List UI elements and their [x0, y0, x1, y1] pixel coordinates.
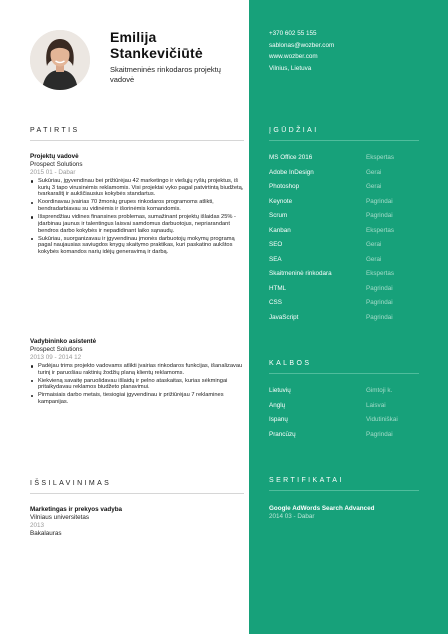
- certificate-dates: 2014 03 - Dabar: [269, 513, 315, 520]
- job-bullet: Koordinavau įvairias 70 žmonių grupes rinkodaros programoms atlikti, bendradarbiavau su vidinėmis ir išorinėmis komandomis.: [30, 199, 244, 212]
- language-level: Pagrindai: [366, 430, 393, 438]
- job-title-text: Projektų vadovė: [30, 153, 79, 160]
- skill-level: Ekspertas: [366, 270, 394, 277]
- skill-name: Photoshop: [269, 183, 300, 190]
- website[interactable]: www.wozber.com: [269, 53, 318, 60]
- skill-level: Ekspertas: [366, 154, 394, 161]
- skill-name: Adobe InDesign: [269, 168, 314, 176]
- language-row: [269, 431, 424, 439]
- job-bullet: Pirmaisiais darbo metais, tiesiogiai įgyvendinau ir prižiūrėjau 7 reklamines kampanijas.: [30, 392, 244, 405]
- job-company: Prospect Solutions: [30, 346, 83, 353]
- language-level: Laisvai: [366, 401, 386, 409]
- job-bullet: Išsprendžiau vidines finansines problemas, sumažinant projektų išlaidas 25% - įdarbinau jaunus ir talentingus laisvai samdomus darbuotojus, nepriarandant bendros darbo kokybės ir nepadidinant laiko sąnaudų.: [30, 214, 244, 234]
- skill-level: Pagrindai: [366, 284, 393, 292]
- job-entry: [30, 338, 244, 407]
- language-row: [269, 387, 424, 395]
- skill-row: [269, 154, 424, 162]
- skill-name: JavaScript: [269, 313, 299, 321]
- skill-name: Skaitmeninė rinkodara: [269, 270, 332, 277]
- certificate-title: Google AdWords Search Advanced: [269, 505, 375, 512]
- job-bullets: [30, 178, 244, 256]
- email[interactable]: sablonas@wozber.com: [269, 41, 335, 49]
- skill-name: Kanban: [269, 226, 291, 234]
- skill-level: Pagrindai: [366, 313, 393, 321]
- language-row: [269, 402, 424, 410]
- language-name: Lietuvių: [269, 387, 291, 394]
- profile-photo-icon: [30, 30, 90, 90]
- skill-name: HTML: [269, 284, 287, 292]
- skills-divider: [269, 140, 419, 141]
- skill-name: CSS: [269, 299, 282, 306]
- full-name: Emilija Stankevičiūtė: [110, 29, 203, 61]
- skill-name: Scrum: [269, 212, 288, 219]
- language-name: Ispanų: [269, 416, 288, 423]
- skill-level: Gerai: [366, 183, 382, 190]
- job-bullet: Sukūriau, suorganizavau ir įgyvendinau įmonės darbuotojų mokymų programą pagal naujausias saviugdos knygų skaitymo praktikas, kuri paskatino aukštos kokybės komandos narių idėjų generavimą ir darbą.: [30, 236, 244, 256]
- language-level: Vidutiniškai: [366, 416, 398, 423]
- school: Vilniaus universitetas: [30, 514, 90, 521]
- skill-row: [269, 285, 424, 293]
- languages-divider: [269, 373, 419, 374]
- degree: Marketingas ir prekyos vadyba: [30, 506, 123, 513]
- skill-level: Gerai: [366, 168, 382, 176]
- skill-name: SEA: [269, 255, 282, 263]
- skill-name: MS Office 2016: [269, 154, 313, 161]
- experience-divider: [30, 140, 244, 141]
- skill-level: Gerai: [366, 241, 382, 248]
- certificates-heading: SERTIFIKATAI: [269, 477, 344, 484]
- skill-row: [269, 299, 424, 307]
- job-title: Skaitmeninės rinkodaros projektų vadovė: [110, 65, 221, 84]
- skill-level: Pagrindai: [366, 299, 393, 306]
- skill-row: [269, 169, 424, 177]
- job-bullet: Padėjau trims projekto vadovams atlikti įvairias rinkodaros funkcijas, išanalizavau turinį ir paruošiau raktinių žodžių planą klientų reklamoms.: [30, 363, 244, 376]
- education-entry: [30, 506, 244, 538]
- skill-row: [269, 198, 424, 206]
- skills-heading: ĮGŪDŽIAI: [269, 127, 319, 134]
- degree-level: Bakalauras: [30, 530, 62, 537]
- avatar: [30, 30, 90, 90]
- language-name: Prancūzų: [269, 430, 296, 438]
- education-year: 2013: [30, 522, 45, 529]
- skill-name: Keynote: [269, 197, 293, 205]
- location: Vilnius, Lietuva: [269, 64, 312, 72]
- skill-row: [269, 270, 424, 278]
- job-company: Prospect Solutions: [30, 161, 83, 168]
- languages-heading: KALBOS: [269, 360, 312, 367]
- skill-level: Pagrindai: [366, 197, 393, 205]
- language-name: Anglų: [269, 401, 286, 409]
- skill-row: [269, 314, 424, 322]
- skill-row: [269, 212, 424, 220]
- skill-level: Ekspertas: [366, 226, 394, 234]
- skill-level: Pagrindai: [366, 212, 393, 219]
- skill-name: SEO: [269, 241, 283, 248]
- job-dates: 2013 09 - 2014 12: [30, 354, 82, 361]
- skill-row: [269, 256, 424, 264]
- skill-row: [269, 183, 424, 191]
- certificates-divider: [269, 490, 419, 491]
- job-title-text: Vadybininko asistentė: [30, 338, 97, 345]
- skill-level: Gerai: [366, 255, 382, 263]
- skill-row: [269, 241, 424, 249]
- language-level: Gimtoji k.: [366, 387, 393, 394]
- job-bullet: Kiekvieną savaitę paruošdavau išlaidų ir pelno ataskaitas, kurias sėkmingai pritaikydavau reklamos biudžeto planavimui.: [30, 378, 244, 391]
- certificate-entry: [269, 505, 429, 521]
- job-bullets: [30, 363, 244, 406]
- education-divider: [30, 493, 244, 494]
- contact-block: [269, 28, 334, 74]
- skill-row: [269, 227, 424, 235]
- language-row: [269, 416, 424, 424]
- job-bullet: Sukūriau, įgyvendinau bei prižiūrėjau 42 marketingo ir viešųjų ryšių projektus, iš kurių 3 tapo virusinėmis reklamomis. Visi projektai vyko pagal patvirtintą biudžetą, tvarkaraštį ir aukščiausius kokybės standartus.: [30, 178, 244, 198]
- phone: +370 602 55 155: [269, 30, 317, 37]
- experience-heading: PATIRTIS: [30, 127, 80, 134]
- job-dates: 2015 01 - Dabar: [30, 169, 76, 176]
- job-entry: [30, 153, 244, 257]
- education-heading: IŠSILAVINIMAS: [30, 480, 112, 487]
